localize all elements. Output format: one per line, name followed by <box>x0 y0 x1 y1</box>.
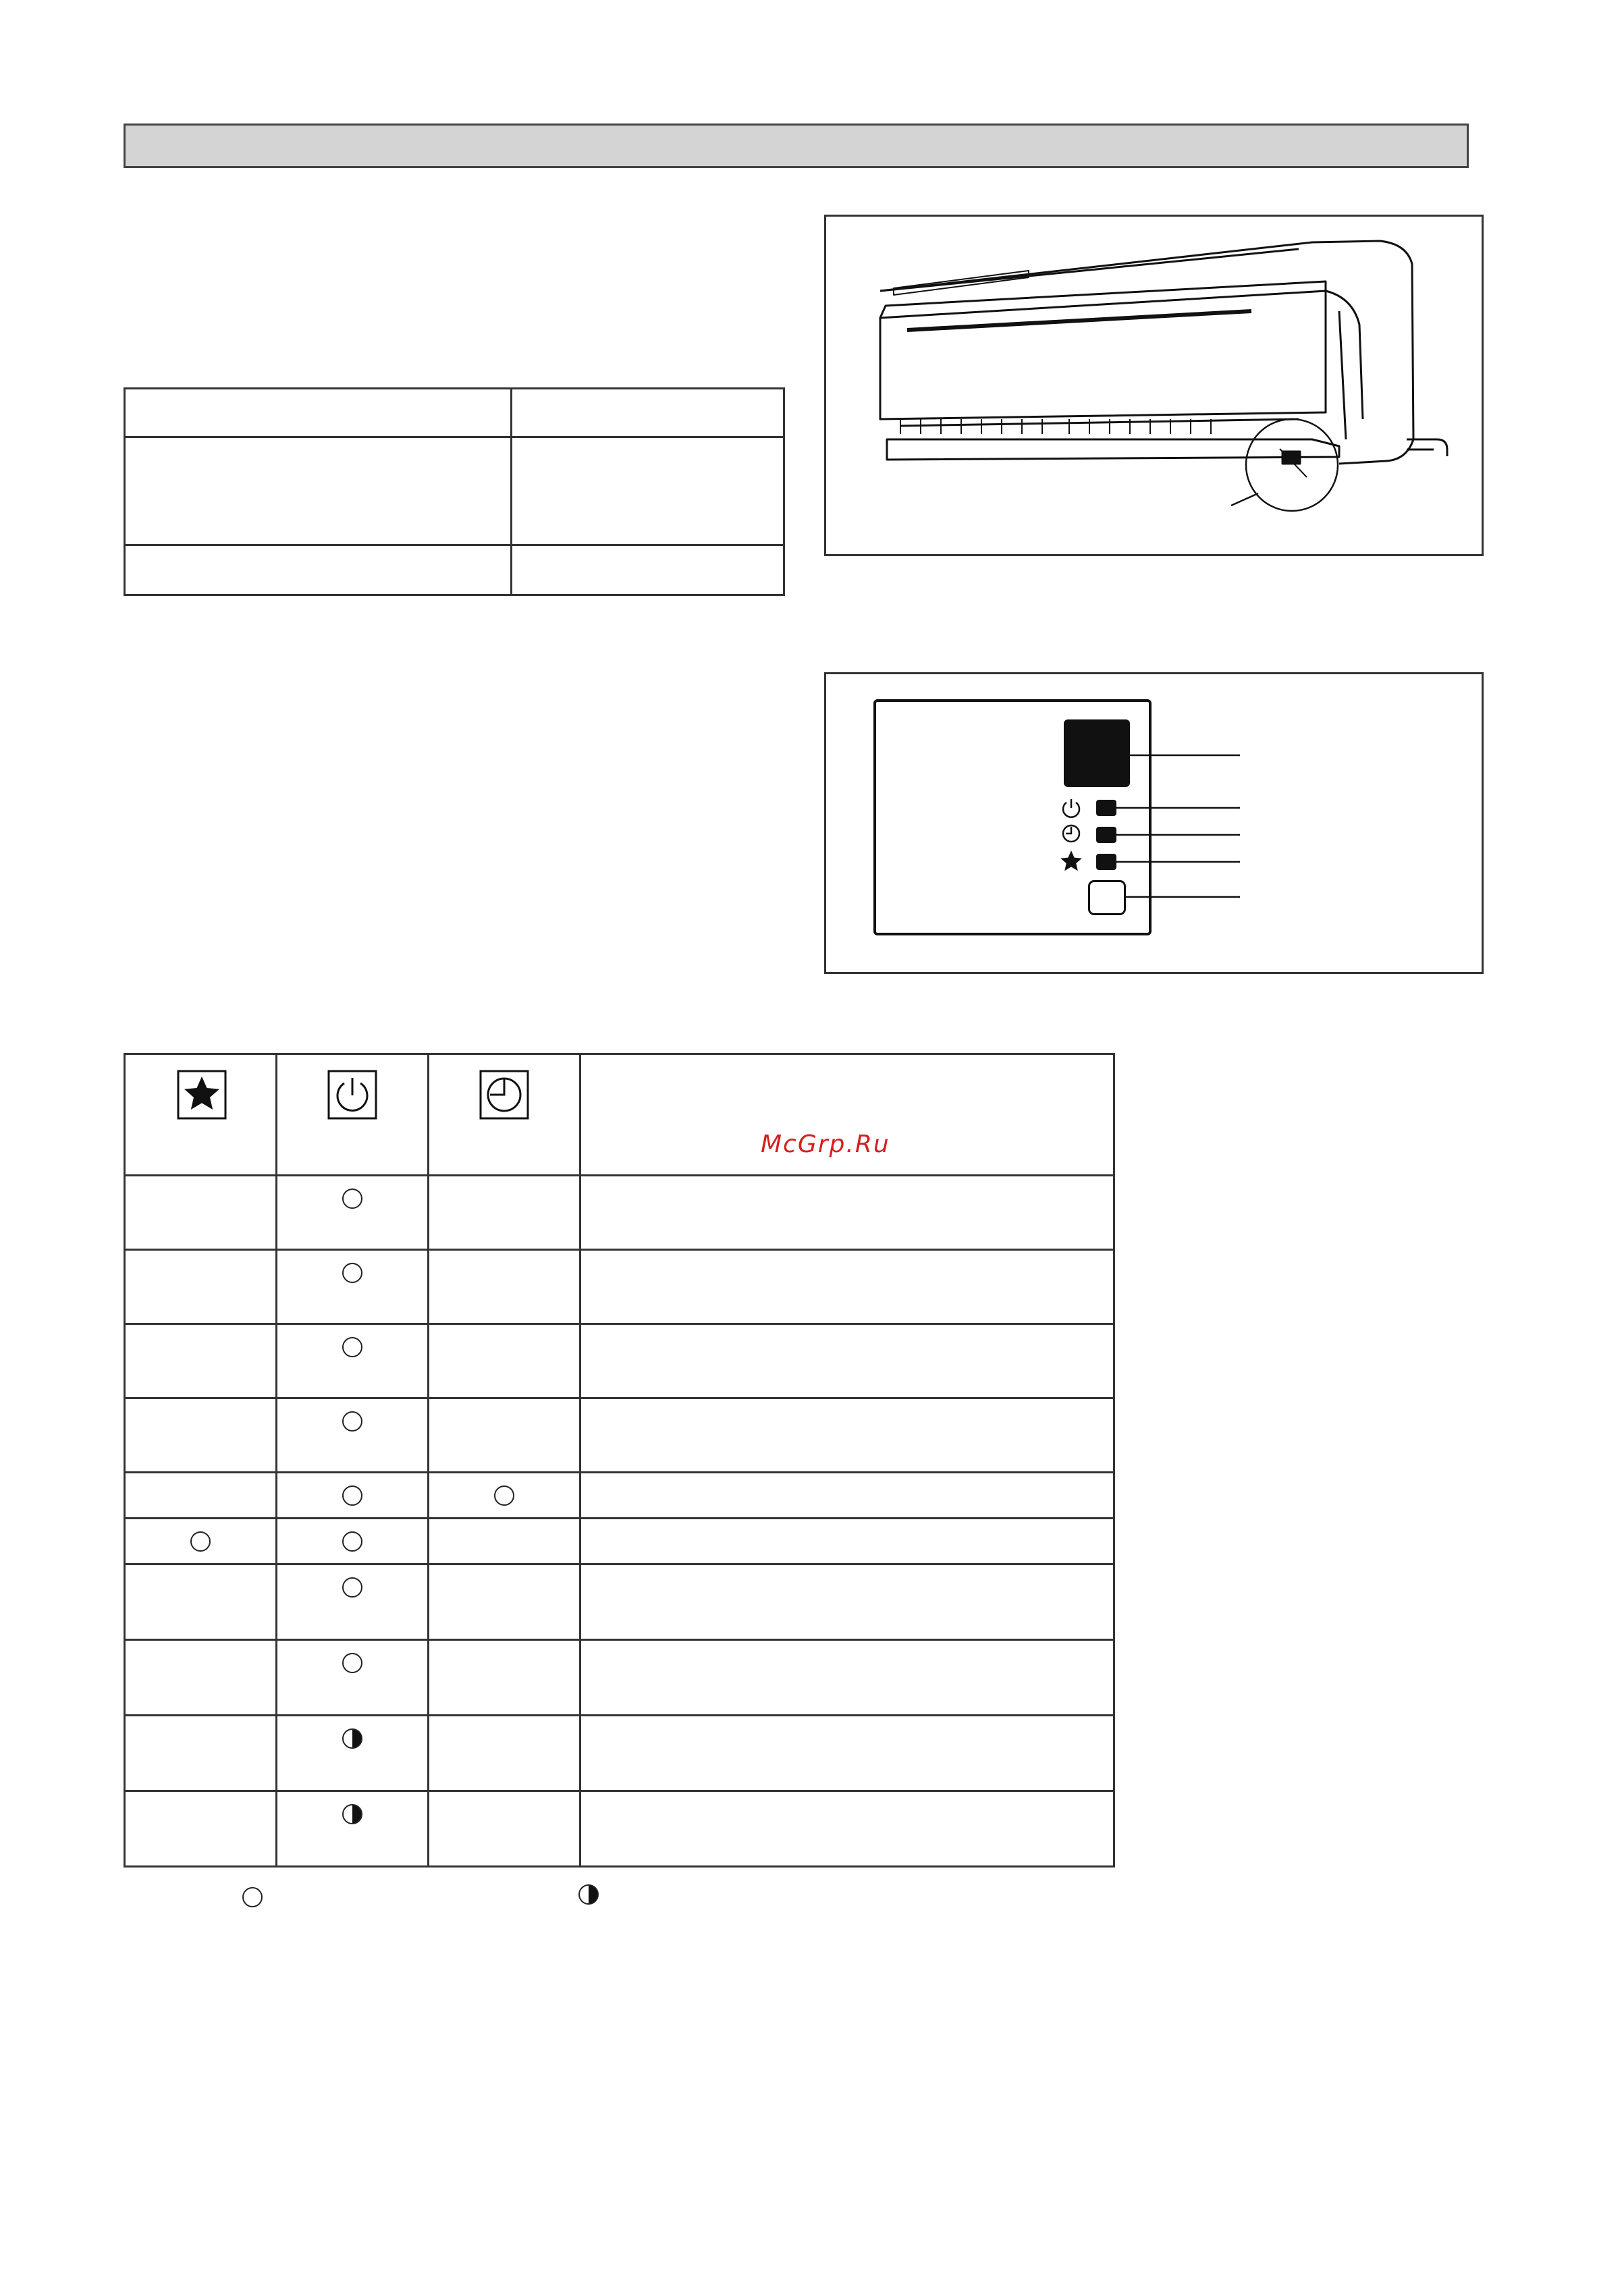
status-cell-power <box>277 1791 429 1867</box>
table-row <box>125 1250 1114 1324</box>
status-cell-power <box>277 1473 429 1519</box>
lamp-lit-icon <box>342 1411 362 1432</box>
status-cell-star <box>125 1519 277 1564</box>
spec-cell <box>125 437 512 545</box>
table-row <box>125 1791 1114 1867</box>
header-cell-timer <box>429 1054 580 1176</box>
status-description <box>580 1176 1114 1250</box>
lamp-lit-icon <box>242 1887 263 1907</box>
header-cell-star <box>125 1054 277 1176</box>
lamp-lit-icon <box>342 1531 362 1552</box>
lamp-lit-icon <box>342 1577 362 1598</box>
status-cell-star <box>125 1398 277 1473</box>
status-cell-timer <box>429 1250 580 1324</box>
lamp-lit-icon <box>342 1337 362 1357</box>
status-description <box>580 1640 1114 1716</box>
status-cell-star <box>125 1250 277 1324</box>
status-cell-power <box>277 1324 429 1398</box>
table-row <box>125 1324 1114 1398</box>
status-cell-power <box>277 1398 429 1473</box>
table-row <box>125 1519 1114 1564</box>
lamp-blinking-icon <box>342 1804 362 1824</box>
status-cell-timer <box>429 1473 580 1519</box>
watermark: McGrp.Ru <box>761 1130 890 1158</box>
star-icon <box>177 1070 227 1120</box>
table-row <box>125 1473 1114 1519</box>
unit-illustration-frame <box>824 215 1484 556</box>
lamp-lit-icon <box>342 1263 362 1283</box>
lamp-lit-icon <box>342 1653 362 1673</box>
section-header-bar <box>124 124 1469 168</box>
status-cell-timer <box>429 1791 580 1867</box>
status-cell-star <box>125 1324 277 1398</box>
status-cell-power <box>277 1716 429 1791</box>
spec-cell <box>512 545 784 595</box>
status-cell-star <box>125 1564 277 1640</box>
table-header-row <box>125 1054 1114 1176</box>
status-cell-power <box>277 1176 429 1250</box>
status-cell-star <box>125 1716 277 1791</box>
status-cell-power <box>277 1250 429 1324</box>
status-cell-timer <box>429 1176 580 1250</box>
table-row <box>125 1716 1114 1791</box>
status-cell-timer <box>429 1716 580 1791</box>
lamp-lit-icon <box>190 1531 211 1552</box>
spec-cell <box>125 545 512 595</box>
lamp-lit-icon <box>494 1485 514 1506</box>
spec-cell <box>512 389 784 437</box>
table-row <box>125 1640 1114 1716</box>
table-row <box>125 1176 1114 1250</box>
status-cell-power <box>277 1640 429 1716</box>
status-cell-star <box>125 1640 277 1716</box>
air-conditioner-indoor-unit-icon <box>826 217 1482 554</box>
spec-cell <box>125 389 512 437</box>
lamp-blinking-icon <box>578 1884 599 1905</box>
status-description <box>580 1564 1114 1640</box>
status-description <box>580 1250 1114 1324</box>
spec-cell <box>512 437 784 545</box>
lamp-blinking-icon <box>342 1728 362 1749</box>
status-cell-timer <box>429 1324 580 1398</box>
header-cell-description <box>580 1054 1114 1176</box>
lamp-lit-icon <box>342 1189 362 1209</box>
timer-icon <box>479 1070 529 1120</box>
status-description <box>580 1473 1114 1519</box>
status-cell-power <box>277 1519 429 1564</box>
callout-lines <box>826 674 1482 972</box>
status-description <box>580 1716 1114 1791</box>
status-cell-timer <box>429 1398 580 1473</box>
lamp-lit-icon <box>342 1485 362 1506</box>
status-cell-star <box>125 1473 277 1519</box>
spec-table <box>124 387 785 596</box>
header-cell-power <box>277 1054 429 1176</box>
table-row <box>125 1398 1114 1473</box>
status-description <box>580 1519 1114 1564</box>
panel-diagram-frame <box>824 672 1484 974</box>
status-description <box>580 1324 1114 1398</box>
status-description <box>580 1398 1114 1473</box>
status-description <box>580 1791 1114 1867</box>
status-cell-timer <box>429 1564 580 1640</box>
power-icon <box>327 1070 377 1120</box>
status-cell-power <box>277 1564 429 1640</box>
table-row <box>125 1564 1114 1640</box>
status-cell-star <box>125 1176 277 1250</box>
indicator-status-table <box>124 1053 1115 1868</box>
status-cell-star <box>125 1791 277 1867</box>
status-cell-timer <box>429 1640 580 1716</box>
status-cell-timer <box>429 1519 580 1564</box>
